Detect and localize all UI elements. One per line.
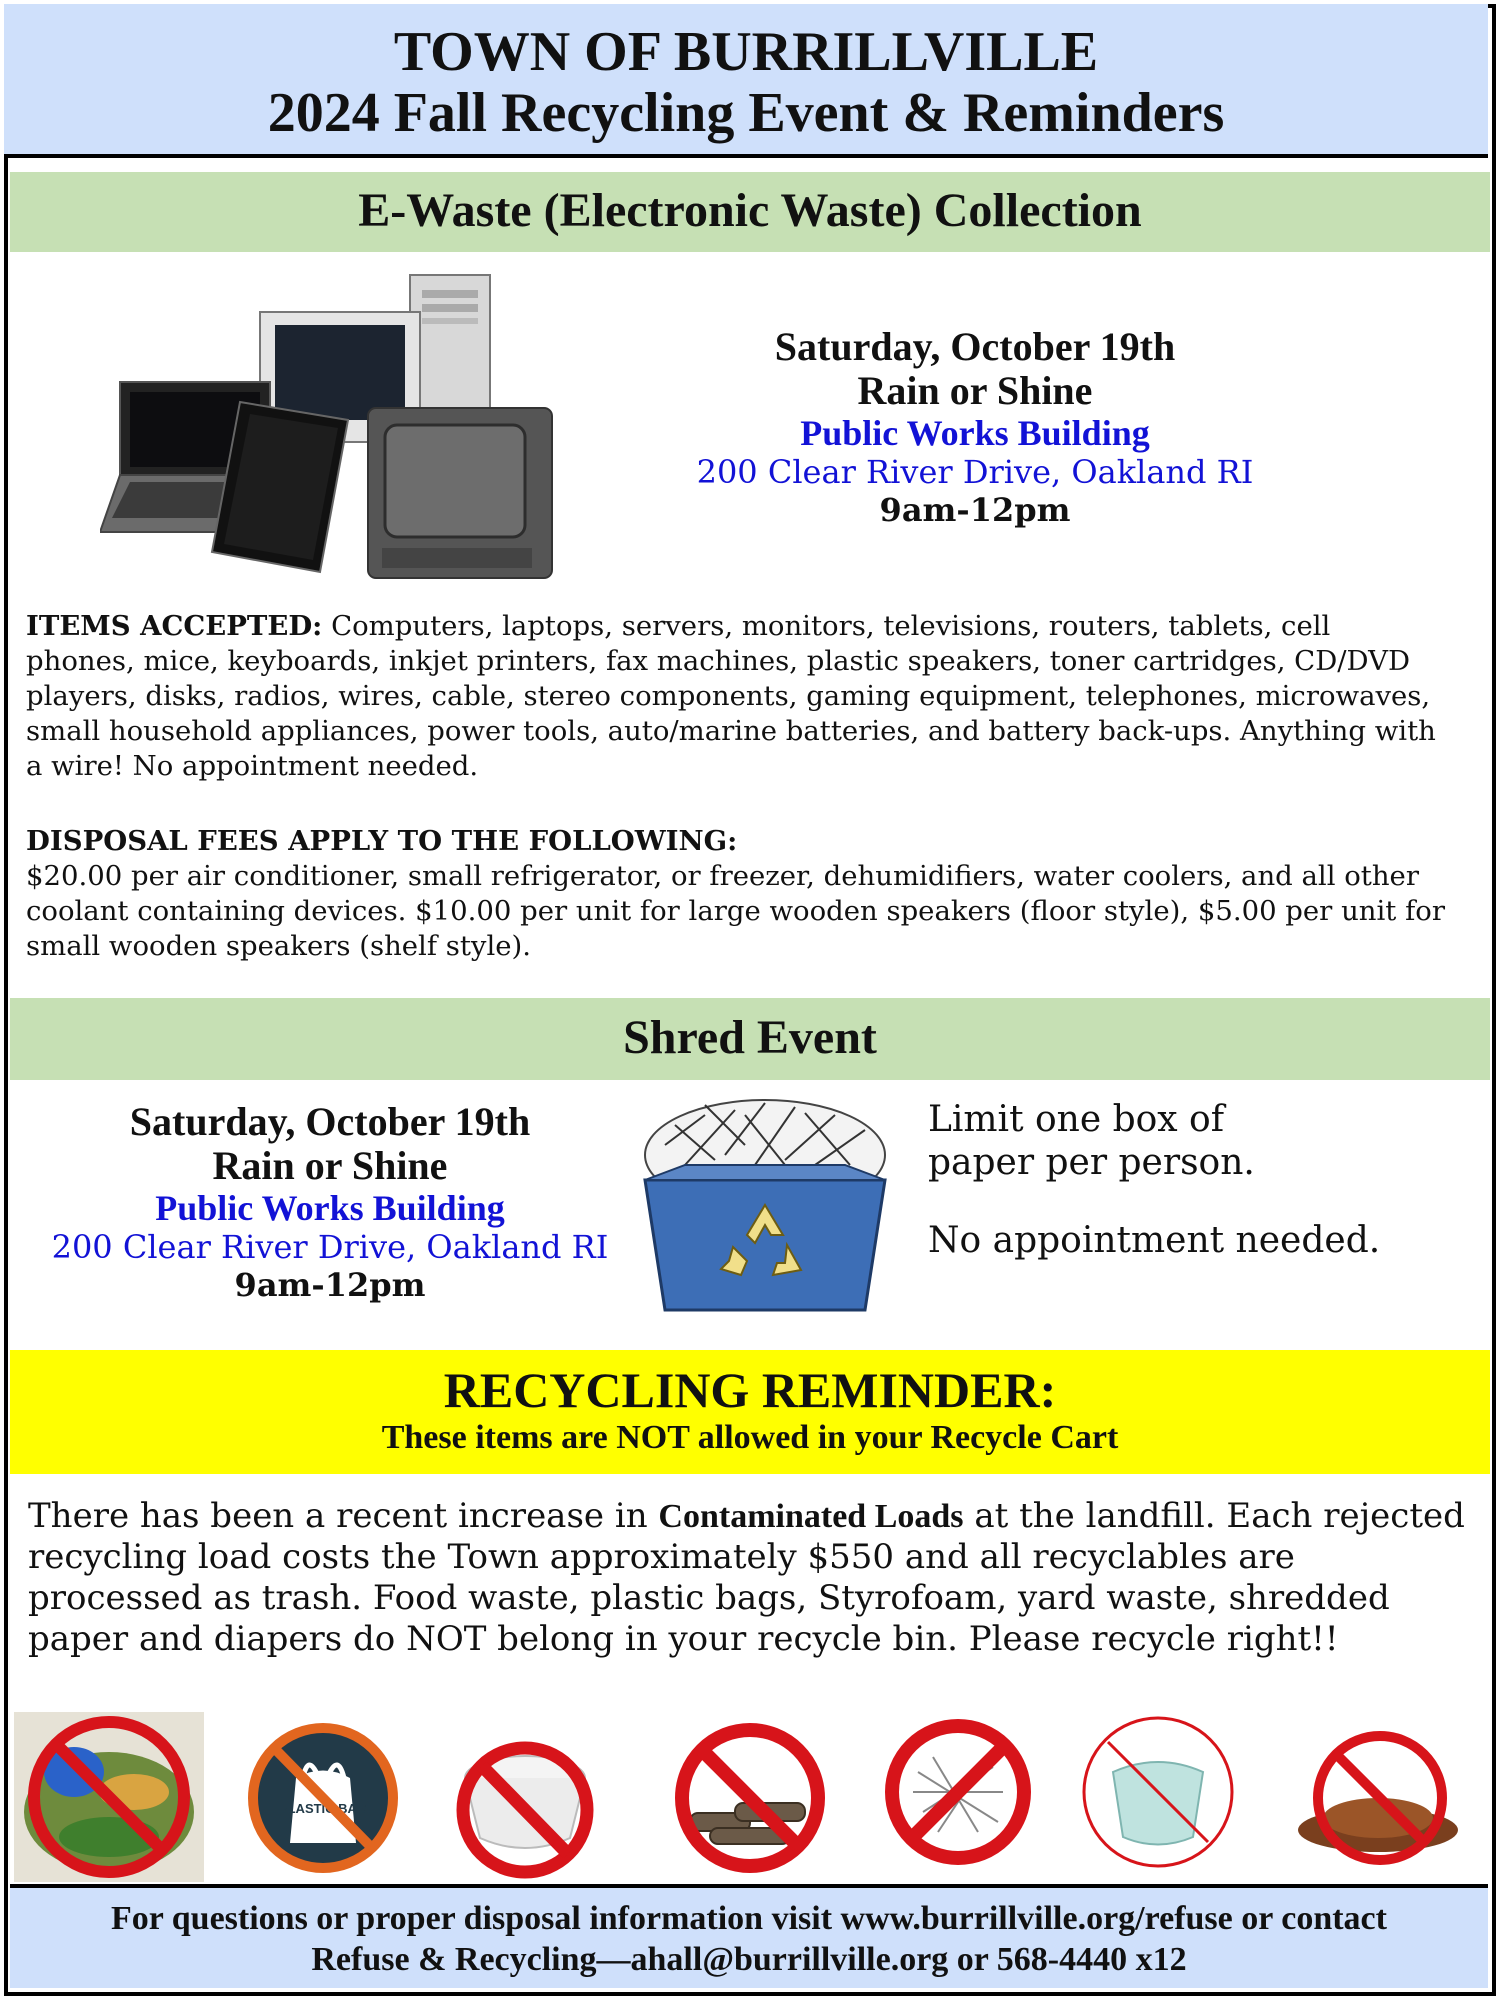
items-accepted-text: Computers, laptops, servers, monitors, televisions, routers, tablets, cell phones, mice, keyboards, inkjet printers, fax machines, plastic speakers, toner cartridges, CD/DVD players, disks, radios, wires, cable, stereo components, gaming equipment, telephones, microwaves, small household appliances, power tools, auto/marine batteries, and battery back-ups. Anything with a wire! No appointment needed. (26, 610, 1436, 782)
items-accepted-paragraph (26, 609, 1446, 784)
title-line-1: TOWN OF BURRILLVILLE (393, 21, 1099, 83)
contamination-text-end: at the landfill. Each rejected recycling load costs the Town approximately $550 and all recyclables are processed as trash. Food waste, plastic bags, Styrofoam, yard waste, shredded paper and diapers do NOT belong in your recycle bin. Please recycle right!! (28, 1496, 1465, 1659)
ewaste-heading: E-Waste (Electronic Waste) Collection (10, 172, 1490, 252)
shred-no-appointment: No appointment needed. (928, 1220, 1381, 1261)
footer-line-1: For questions or proper disposal information visit www.burrillville.org/refuse or contact (111, 1900, 1387, 1937)
no-leaves-icon (1288, 1718, 1468, 1878)
items-accepted-label: ITEMS ACCEPTED: (26, 610, 323, 642)
shred-limit-line-2: paper per person. (928, 1142, 1255, 1183)
contamination-paragraph (28, 1496, 1468, 1660)
shred-event-details (30, 1100, 630, 1304)
plastic-bag-label: PLASTIC BAG (278, 1801, 368, 1816)
disposal-fees-label: DISPOSAL FEES APPLY TO THE FOLLOWING: (26, 825, 738, 857)
no-food-waste-icon (14, 1712, 204, 1882)
page-header (4, 4, 1488, 158)
shred-date: Saturday, October 19th (129, 1099, 531, 1144)
ewaste-address: 200 Clear River Drive, Oakland RI (696, 453, 1254, 491)
shred-notes (928, 1098, 1448, 1262)
contamination-text-start: There has been a recent increase in (28, 1496, 659, 1536)
no-styrofoam-icon (440, 1718, 610, 1883)
footer-line-2: Refuse & Recycling—ahall@burrillville.org or 568-4440 x12 (311, 1941, 1187, 1978)
no-shredded-paper-icon (878, 1712, 1038, 1872)
shred-hours: 9am-12pm (234, 1266, 426, 1304)
shred-limit-line-1: Limit one box of (928, 1099, 1225, 1140)
disposal-fees-text: $20.00 per air conditioner, small refrigerator, or freezer, dehumidifiers, water coolers, and all other coolant containing devices. $10.00 per unit for large wooden speakers (floor style), $5.00 per unit for small wooden speakers (shelf style). (26, 860, 1445, 962)
no-plastic-bag-icon (248, 1718, 398, 1878)
recycling-reminder-banner (10, 1350, 1490, 1474)
no-yard-waste-icon (665, 1718, 835, 1878)
shred-location: Public Works Building (155, 1188, 505, 1228)
ewaste-weather: Rain or Shine (857, 368, 1093, 413)
no-diapers-icon (1078, 1712, 1238, 1872)
disposal-fees-paragraph (26, 824, 1446, 964)
shred-weather: Rain or Shine (212, 1143, 448, 1188)
shredded-paper-bin-image (625, 1085, 905, 1315)
page-footer (10, 1884, 1488, 1988)
electronics-image (100, 270, 560, 590)
ewaste-location: Public Works Building (800, 413, 1150, 453)
reminder-heading: RECYCLING REMINDER: (443, 1362, 1057, 1418)
ewaste-date: Saturday, October 19th (774, 324, 1176, 369)
ewaste-event-details (650, 325, 1300, 529)
reminder-subheading: These items are NOT allowed in your Recycle Cart (381, 1419, 1119, 1456)
title-line-2: 2024 Fall Recycling Event & Reminders (267, 82, 1225, 144)
shred-address: 200 Clear River Drive, Oakland RI (51, 1228, 609, 1266)
ewaste-hours: 9am-12pm (879, 491, 1071, 529)
shred-heading: Shred Event (10, 998, 1490, 1080)
contaminated-loads-text: Contaminated Loads (658, 1498, 964, 1535)
